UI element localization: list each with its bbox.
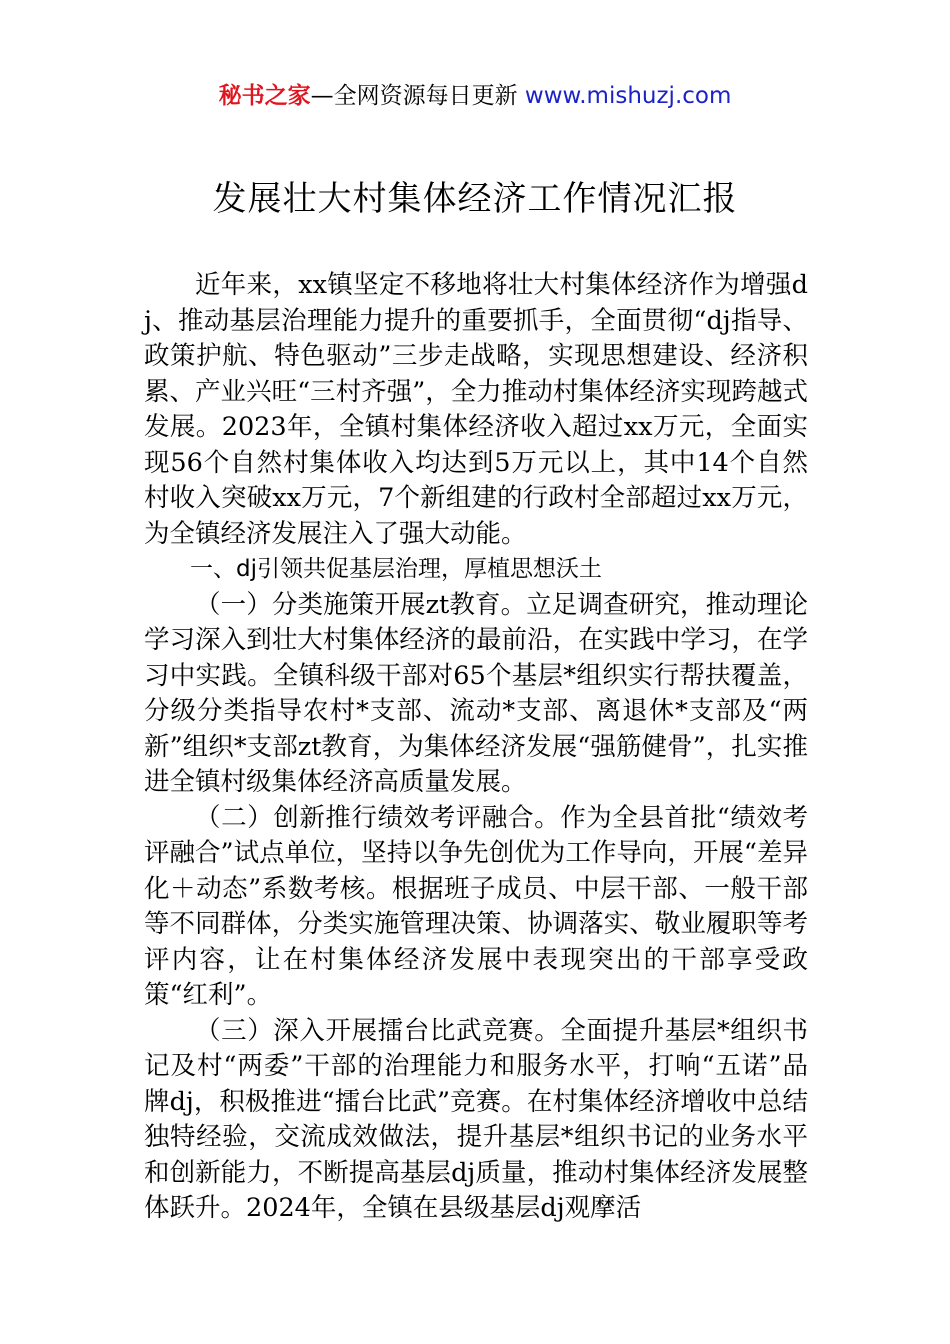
site-header [0,80,950,112]
document-body [144,268,808,1227]
subsection-paragraph-1: （一）分类施策开展zt教育。立足调查研究，推动理论学习深入到壮大村集体经济的最前沿，在实践中学习，在学习中实践。全镇科级干部对65个基层*组织实行帮扶覆盖，分级分类指导农村*支部、流动*支部、离退休*支部及“两新”组织*支部zt教育，为集体经济发展“强筋健骨”，扎实推进全镇村级集体经济高质量发展。 [144,589,808,797]
document-title: 发展壮大村集体经济工作情况汇报 [212,179,738,219]
site-brand: 秘书之家 [218,83,311,109]
site-slogan: —全网资源每日更新 [310,83,518,109]
subsection-paragraph-2: （二）创新推行绩效考评融合。作为全县首批“绩效考评融合”试点单位，坚持以争先创优为工作导向，开展“差异化＋动态”系数考核。根据班子成员、中层干部、一般干部等不同群体，分类实施管理决策、协调落实、敬业履职等考评内容，让在村集体经济发展中表现突出的干部享受政策“红利”。 [144,802,808,1010]
subsection-paragraph-3: （三）深入开展擂台比武竞赛。全面提升基层*组织书记及村“两委”干部的治理能力和服务水平，打响“五诺”品牌dj，积极推进“擂台比武”竞赛。在村集体经济增收中总结独特经验，交流成效做法，提升基层*组织书记的业务水平和创新能力，不断提高基层dj质量，推动村集体经济发展整体跃升。2024年，全镇在县级基层dj观摩活 [144,1015,808,1223]
section-heading-1: 一、dj引领共促基层治理，厚植思想沃土 [190,556,602,582]
site-url-link[interactable]: www.mishuzj.com [524,83,732,109]
intro-paragraph: 近年来，xx镇坚定不移地将壮大村集体经济作为增强dj、推动基层治理能力提升的重要抓手，全面贯彻“dj指导、政策护航、特色驱动”三步走战略，实现思想建设、经济积累、产业兴旺“三村齐强”，全力推动村集体经济实现跨越式发展。2023年，全镇村集体经济收入超过xx万元，全面实现56个自然村集体收入均达到5万元以上，其中14个自然村收入突破xx万元，7个新组建的行政村全部超过xx万元，为全镇经济发展注入了强大动能。 [144,270,808,549]
